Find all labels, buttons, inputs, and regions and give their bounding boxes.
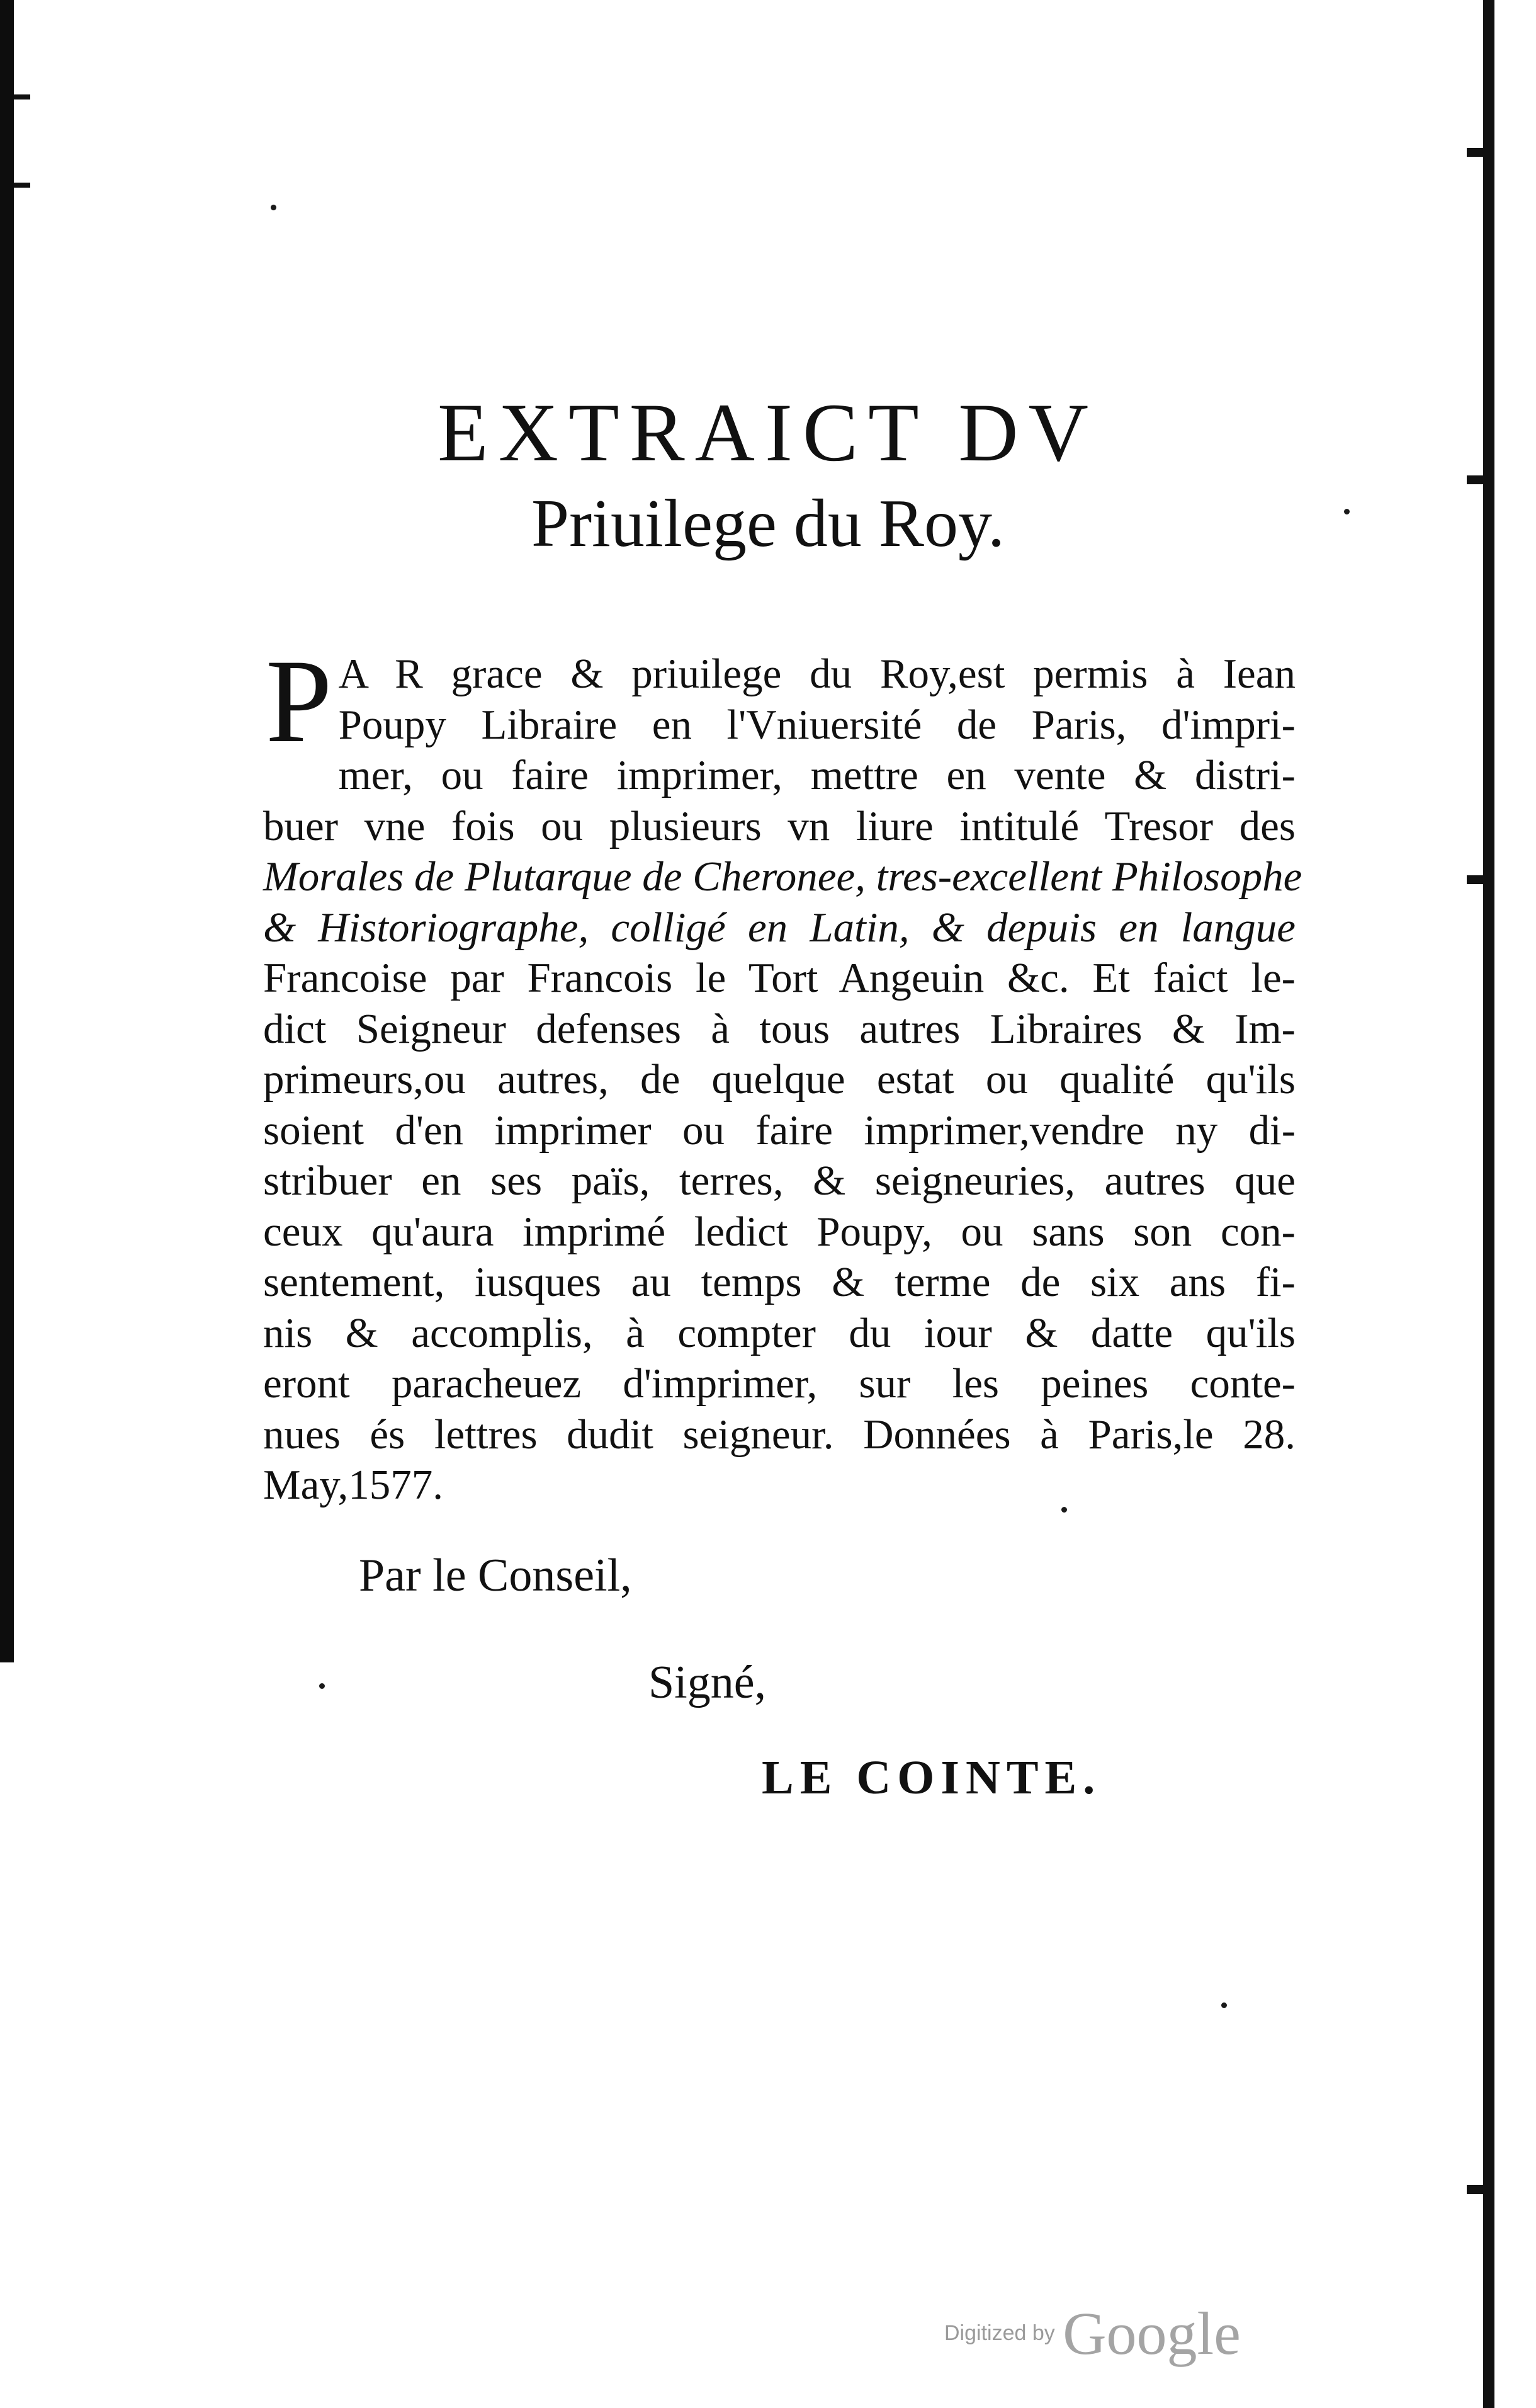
text-line: dict Seigneur defenses à tous autres Libraires & Im-: [263, 1005, 1296, 1052]
watermark-prefix: Digitized by: [944, 2321, 1055, 2345]
text-line: A R grace & priuilege du Roy,est permis à Iean: [338, 650, 1296, 697]
signature-name: LE COINTE.: [762, 1751, 1102, 1804]
ink-speck: [271, 205, 276, 210]
left-page-edge: [0, 0, 14, 1662]
right-edge-mark: [1467, 148, 1492, 157]
text-line: stribuer en ses païs, terres, & seigneuries, autres que: [263, 1157, 1296, 1204]
text-line: nis & accomplis, à compter du iour & datte qu'ils: [263, 1309, 1296, 1356]
signature-signe: Signé,: [648, 1657, 767, 1708]
text-line: & Historiographe, colligé en Latin, & depuis en langue: [263, 904, 1296, 951]
text-line: mer, ou faire imprimer, mettre en vente & distri-: [338, 752, 1296, 798]
text-line: May,1577.: [263, 1462, 443, 1508]
right-edge-mark: [1467, 875, 1492, 884]
left-edge-mark: [14, 183, 30, 188]
drop-cap: P: [266, 635, 332, 768]
title-extraict: EXTRAICT DV: [438, 386, 1098, 479]
right-edge-mark: [1467, 2185, 1492, 2194]
signature-par-le-conseil: Par le Conseil,: [359, 1550, 632, 1601]
google-logo: Google: [1063, 2300, 1241, 2367]
ink-speck: [1221, 2002, 1227, 2008]
privilege-text: [263, 635, 1302, 1511]
text-line: nues és lettres dudit seigneur. Données à Paris,le 28.: [263, 1411, 1296, 1458]
text-line: eront paracheuez d'imprimer, sur les peines conte-: [263, 1360, 1296, 1407]
text-line: Morales de Plutarque de Cheronee, tres-excellent Philosophe: [263, 853, 1302, 900]
text-line: ceux qu'aura imprimé ledict Poupy, ou sans son con-: [263, 1208, 1296, 1255]
title-priuilege: Priuilege du Roy.: [531, 486, 1005, 561]
ink-speck: [319, 1683, 325, 1689]
text-line: primeurs,ou autres, de quelque estat ou qualité qu'ils: [263, 1056, 1296, 1103]
left-edge-mark: [14, 94, 30, 99]
digitized-watermark: [944, 2298, 1241, 2368]
text-line: soient d'en imprimer ou faire imprimer,vendre ny di-: [263, 1106, 1296, 1154]
text-line: buer vne fois ou plusieurs vn liure intitulé Tresor des: [263, 802, 1296, 849]
text-line: sentement, iusques au temps & terme de six ans fi-: [263, 1259, 1296, 1305]
text-line: Francoise par Francois le Tort Angeuin &c. Et faict le-: [263, 955, 1296, 1001]
text-line: Poupy Libraire en l'Vniuersité de Paris, d'impri-: [338, 701, 1296, 748]
right-page-edge: [1483, 0, 1494, 2408]
